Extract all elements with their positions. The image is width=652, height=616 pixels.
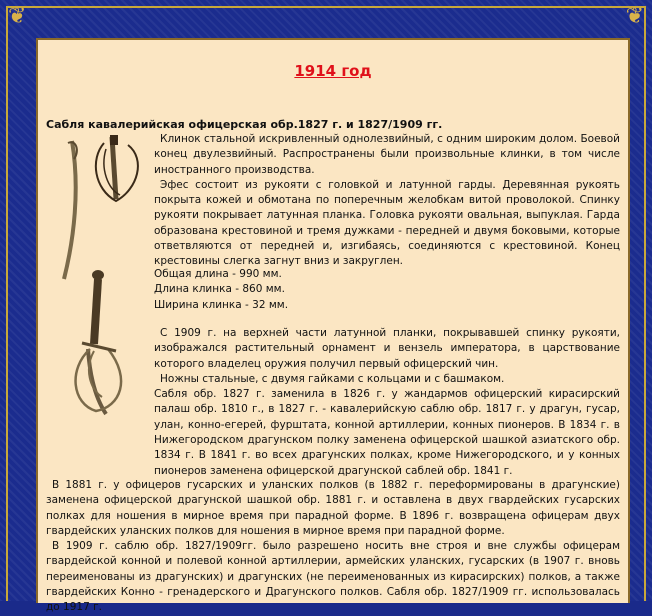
specs-block bbox=[154, 267, 620, 313]
paragraph: Клинок стальной искривленный однолезвийный, с одним широким долом. Боевой конец двулезвийный. Распространены были произвольные клинки, в том числе иностранного производства. bbox=[154, 133, 620, 176]
content-panel bbox=[36, 38, 630, 614]
text-column bbox=[154, 132, 620, 270]
spec-line: Ширина клинка - 32 мм. bbox=[154, 298, 289, 311]
saber-illustration bbox=[50, 129, 150, 419]
paragraph: В 1881 г. у офицеров гусарских и уланских полков (в 1882 г. переформированы в драгунские) заменена офицерской драгунской шашкой обр. 1881 г. и оставлена в двух гвардейских гусарских полках для ношения в мирное время при парадной форме. В 1896 г. возвращена офицерам двух гвардейских уланских полков для ношения в мирное время при парадной форме. bbox=[46, 479, 620, 537]
corner-ornament-icon: ❦ bbox=[8, 4, 27, 29]
paragraph: Ножны стальные, с двумя гайками с кольцами и с башмаком. bbox=[160, 372, 505, 385]
page-title: 1914 год bbox=[294, 62, 372, 80]
paragraph: В 1909 г. саблю обр. 1827/1909гг. было разрешено носить вне строя и вне службы офицерам гвардейской конной и полевой конной артиллерии, армейских уланских, гусарских (в 1907 г. вновь переименованы из драгунских) и драгунских (не переименованных из кирасирских) полков, а также гвардейских Конно - гренадерского и Драгунского полков. Сабля обр. 1827/1909 гг. использовалась до 1917 г. bbox=[46, 540, 620, 614]
corner-ornament-icon: ❦ bbox=[625, 4, 644, 29]
paragraph: Эфес состоит из рукояти с головкой и латунной гарды. Деревянная рукоять покрыта кожей и обмотана по поперечным желобкам витой проволокой. Спинку рукояти покрывает латунная планка. Головка рукояти овальная, выпуклая. Гарда образована крестовиной и тремя дужками - передней и двумя боковыми, которые ответвляются от передней и, изгибаясь, соединяются с крестовиной. Конец крестовины слегка загнут вниз и закруглен. bbox=[154, 178, 620, 268]
paragraph: С 1909 г. на верхней части латунной планки, покрывавшей спинку рукояти, изображался растительный орнамент и вензель императора, в царствование которого владелец оружия получил первый офицерский чин. bbox=[154, 327, 620, 370]
paragraph: Сабля обр. 1827 г. заменила в 1826 г. у жандармов офицерский кирасирский палаш обр. 1810 г., в 1827 г. - кавалерийскую саблю обр. 1817 г. у драгун, гусар, улан, конно-егерей, фурштата, конной артиллерии, конных пионеров. В 1834 г. в Нижегородском драгунском полку заменена офицерской шашкой азиатского обр. 1834 г. В 1841 г. во всех драгунских полках, кроме Нижегородского, и у конных пионеров заменена офицерской драгунской саблей обр. 1841 г. bbox=[154, 388, 620, 477]
text-column-full bbox=[46, 478, 620, 616]
article-heading: Сабля кавалерийская офицерская обр.1827 г. и 1827/1909 гг. bbox=[46, 118, 443, 131]
spec-line: Длина клинка - 860 мм. bbox=[154, 283, 285, 296]
spec-line: Общая длина - 990 мм. bbox=[154, 268, 282, 280]
text-column bbox=[154, 326, 620, 479]
